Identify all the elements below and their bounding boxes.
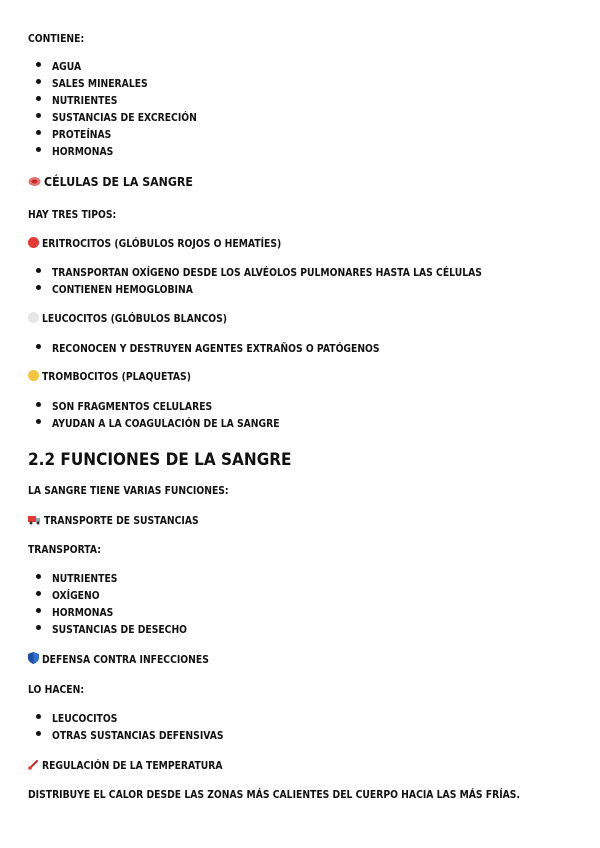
yellow-circle-icon bbox=[28, 370, 39, 381]
thermometer-icon bbox=[28, 758, 39, 772]
bullet bbox=[36, 591, 41, 596]
bullet bbox=[36, 96, 41, 101]
bullet bbox=[36, 714, 41, 719]
trombocitos-title: TROMBOCITOS (PLAQUETAS) bbox=[28, 368, 211, 382]
funciones-heading: 2.2 FUNCIONES DE LA SANGRE bbox=[28, 450, 292, 470]
bullet bbox=[36, 608, 41, 613]
list-item: LEUCOCITOS bbox=[52, 713, 118, 725]
list-item: HORMONAS bbox=[52, 146, 114, 158]
list-item: AGUA bbox=[52, 61, 82, 73]
transporte-title: TRANSPORTE DE SUSTANCIAS bbox=[28, 512, 220, 526]
list-item: NUTRIENTES bbox=[52, 95, 118, 107]
list-item: SUSTANCIAS DE DESECHO bbox=[52, 624, 188, 636]
list-item: RECONOCEN Y DESTRUYEN AGENTES EXTRAÑOS O PATÓGENOS bbox=[52, 343, 380, 355]
transporte-label: TRANSPORTA: bbox=[28, 544, 101, 556]
list-item: SUSTANCIAS DE EXCRECIÓN bbox=[52, 112, 197, 124]
bullet bbox=[36, 79, 41, 84]
bullet bbox=[36, 731, 41, 736]
list-item: HORMONAS bbox=[52, 607, 114, 619]
white-circle-icon bbox=[28, 312, 39, 323]
defensa-label: LO HACEN: bbox=[28, 684, 85, 696]
funciones-intro: LA SANGRE TIENE VARIAS FUNCIONES: bbox=[28, 485, 229, 497]
shield-icon bbox=[28, 652, 39, 666]
defensa-title: DEFENSA CONTRA INFECCIONES bbox=[28, 651, 232, 665]
bullet bbox=[36, 130, 41, 135]
bullet bbox=[36, 62, 41, 67]
list-item: NUTRIENTES bbox=[52, 573, 118, 585]
list-item: OTRAS SUSTANCIAS DEFENSIVAS bbox=[52, 730, 224, 742]
bullet bbox=[36, 419, 41, 424]
list-item: PROTEÍNAS bbox=[52, 129, 112, 141]
red-circle-icon bbox=[28, 237, 39, 248]
bullet bbox=[36, 285, 41, 290]
contiene-label: CONTIENE: bbox=[28, 33, 85, 45]
leucocitos-title: LEUCOCITOS (GLÓBULOS BLANCOS) bbox=[28, 310, 252, 324]
bullet bbox=[36, 147, 41, 152]
bullet bbox=[36, 344, 41, 349]
celulas-heading: CÉLULAS DE LA SANGRE bbox=[28, 174, 213, 188]
list-item: OXÍGENO bbox=[52, 590, 100, 602]
blood-drop-icon bbox=[28, 175, 41, 189]
list-item: CONTIENEN HEMOGLOBINA bbox=[52, 284, 193, 296]
bullet bbox=[36, 268, 41, 273]
list-item: SALES MINERALES bbox=[52, 78, 148, 90]
bullet bbox=[36, 113, 41, 118]
list-item: AYUDAN A LA COAGULACIÓN DE LA SANGRE bbox=[52, 418, 280, 430]
eritrocitos-title: ERITROCITOS (GLÓBULOS ROJOS O HEMATÍES) bbox=[28, 235, 314, 249]
bullet bbox=[36, 625, 41, 630]
bullet bbox=[36, 402, 41, 407]
list-item: TRANSPORTAN OXÍGENO DESDE LOS ALVÉOLOS PULMONARES HASTA LAS CÉLULAS bbox=[52, 267, 482, 279]
regulacion-text: DISTRIBUYE EL CALOR DESDE LAS ZONAS MÁS CALIENTES DEL CUERPO HACIA LAS MÁS FRÍAS. bbox=[28, 789, 520, 801]
truck-icon bbox=[28, 513, 41, 527]
regulacion-title: REGULACIÓN DE LA TEMPERATURA bbox=[28, 757, 247, 771]
bullet bbox=[36, 574, 41, 579]
celulas-intro: HAY TRES TIPOS: bbox=[28, 209, 117, 221]
list-item: SON FRAGMENTOS CELULARES bbox=[52, 401, 213, 413]
